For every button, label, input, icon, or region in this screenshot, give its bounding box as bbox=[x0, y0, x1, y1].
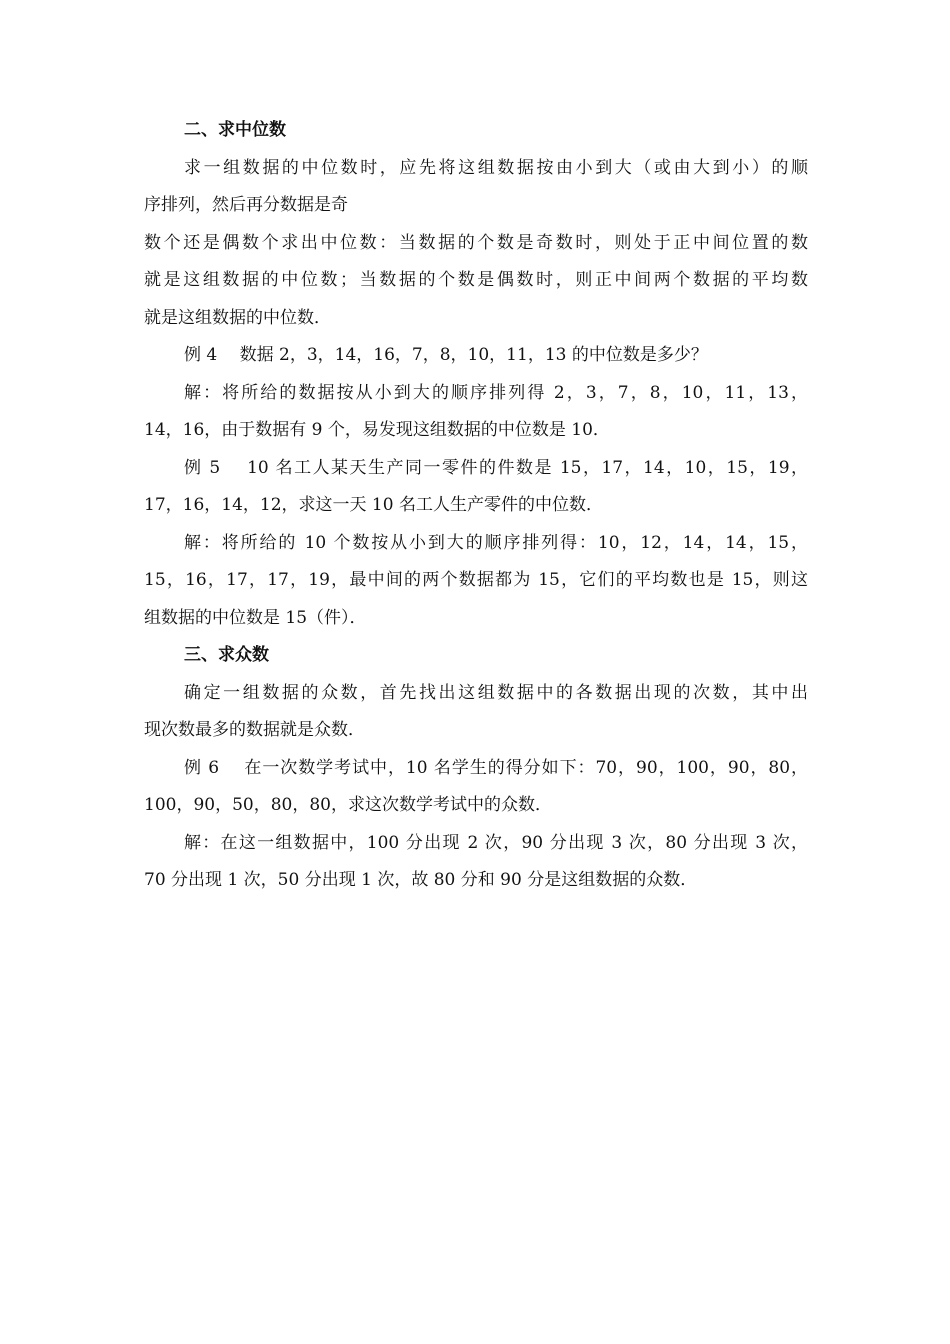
document-page bbox=[144, 112, 808, 900]
example-5-question-line-2: 17，16，14，12，求这一天 10 名工人生产零件的中位数． bbox=[144, 495, 603, 515]
median-intro-line-1: 求一组数据的中位数时，应先将这组数据按由小到大（或由大到小）的顺 bbox=[184, 157, 808, 178]
example-6-question-line-2: 100，90，50，80，80，求这次数学考试中的众数． bbox=[144, 795, 552, 815]
example-5-solution-line-1: 解：将所给的 10 个数按从小到大的顺序排列得：10，12，14，14，15， bbox=[184, 532, 808, 553]
median-section-heading: 二、求中位数 bbox=[184, 120, 286, 140]
example-5-solution-line-3: 组数据的中位数是 15（件）． bbox=[144, 607, 367, 628]
example-6-solution-line-1: 解：在这一组数据中，100 分出现 2 次，90 分出现 3 次，80 分出现 3 次， bbox=[184, 832, 808, 853]
example-5-solution-line-2: 15，16，17，17，19，最中间的两个数据都为 15，它们的平均数也是 15，则这 bbox=[144, 570, 808, 590]
median-intro-line-2: 序排列，然后再分数据是奇 bbox=[144, 195, 348, 215]
example-6-question-line-1: 例 6 在一次数学考试中，10 名学生的得分如下：70，90，100，90，80， bbox=[184, 757, 808, 778]
example-4-solution-line-2: 14，16，由于数据有 9 个，易发现这组数据的中位数是 10． bbox=[144, 420, 610, 440]
mode-intro-line-2: 现次数最多的数据就是众数． bbox=[144, 720, 365, 740]
mode-section-heading: 三、求众数 bbox=[184, 645, 269, 665]
median-intro-line-5: 就是这组数据的中位数． bbox=[144, 307, 331, 328]
mode-intro-line-1: 确定一组数据的众数，首先找出这组数据中的各数据出现的次数，其中出 bbox=[184, 682, 808, 703]
example-4-question: 例 4 数据 2，3，14，16，7，8，10，11，13 的中位数是多少？ bbox=[184, 345, 708, 365]
example-5-question-line-1: 例 5 10 名工人某天生产同一零件的件数是 15，17，14，10，15，19， bbox=[184, 457, 808, 478]
example-4-solution-line-1: 解：将所给的数据按从小到大的顺序排列得 2，3，7，8，10，11，13， bbox=[184, 382, 808, 403]
median-intro-line-3: 数个还是偶数个求出中位数：当数据的个数是奇数时，则处于正中间位置的数 bbox=[144, 232, 808, 253]
example-6-solution-line-2: 70 分出现 1 次，50 分出现 1 次，故 80 分和 90 分是这组数据的众数． bbox=[144, 870, 698, 890]
median-intro-line-4: 就是这组数据的中位数；当数据的个数是偶数时，则正中间两个数据的平均数 bbox=[144, 270, 808, 290]
